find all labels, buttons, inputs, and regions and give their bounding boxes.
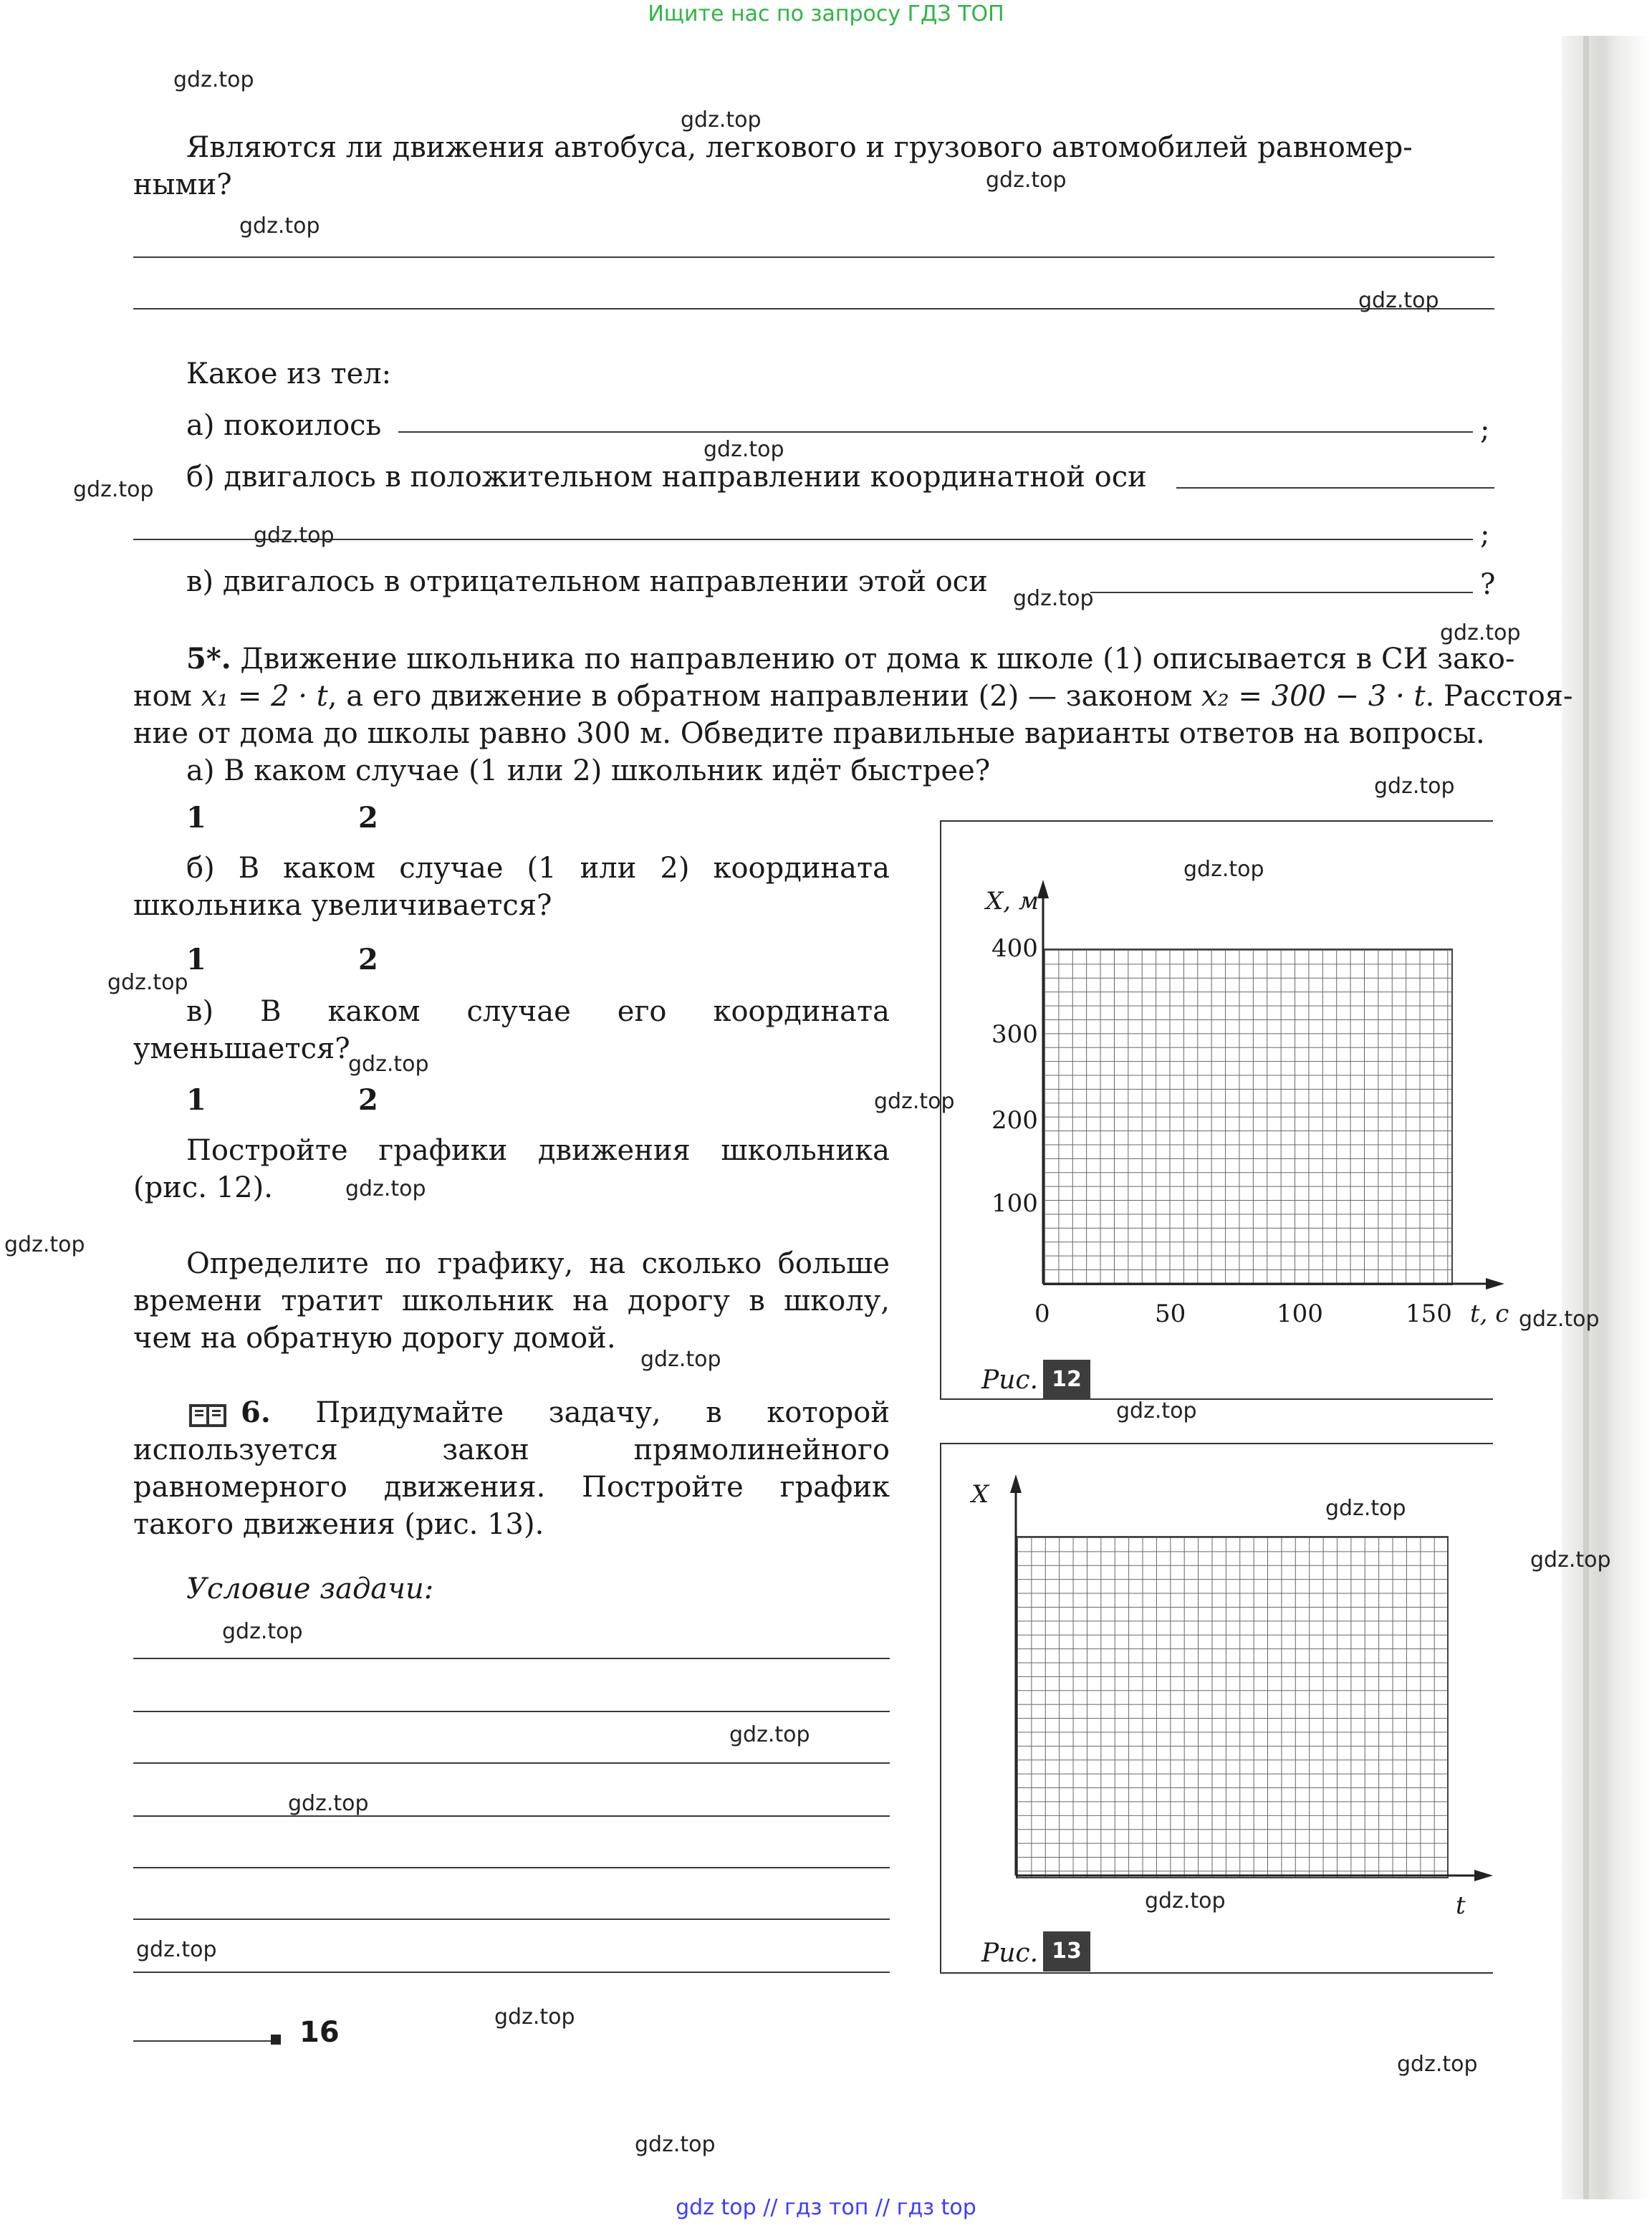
task5-question-c: в) В каком случае его координата уменьшается?: [133, 995, 890, 1065]
task5-law2: x₂ = 300 − 3 · t: [1201, 680, 1426, 713]
figure13-x-label: t: [1456, 1891, 1466, 1920]
page-number: 16: [299, 2016, 340, 2049]
answer-line-b[interactable]: [1176, 487, 1494, 489]
condition-line[interactable]: [133, 1919, 890, 1920]
page-binding-shadow: [1562, 36, 1652, 2199]
task5-law1: x₁ = 2 · t: [201, 680, 328, 713]
semicolon: ;: [1480, 413, 1490, 446]
figure12-y-tick-400: 400: [991, 934, 1038, 963]
choice-b-1[interactable]: 1: [186, 943, 206, 976]
watermark: gdz.top: [1440, 620, 1521, 645]
task5-line2: [133, 678, 1573, 715]
watermark: gdz.top: [345, 1176, 426, 1201]
figure12-x-tick-150: 150: [1406, 1300, 1452, 1328]
watermark: gdz.top: [703, 437, 784, 462]
figure12-y-tick-300: 300: [991, 1020, 1038, 1049]
condition-line[interactable]: [133, 1815, 890, 1817]
answer-line-a[interactable]: [398, 431, 1473, 433]
task6-number: 6.: [241, 1396, 271, 1429]
condition-line[interactable]: [133, 1658, 890, 1659]
condition-line[interactable]: [133, 1972, 890, 1973]
watermark: gdz.top: [1116, 1398, 1197, 1423]
watermark: gdz.top: [635, 2132, 716, 2157]
watermark: gdz.top: [107, 970, 188, 995]
which-bodies-label: Какое из тел:: [186, 357, 392, 390]
watermark: gdz.top: [222, 1619, 303, 1644]
figure12-y-label: X, м: [986, 887, 1039, 916]
task5-question-b: б) В каком случае (1 или 2) координата школьника увеличивается?: [133, 852, 890, 922]
answer-line[interactable]: [133, 256, 1494, 258]
question-mark: ?: [1480, 568, 1496, 601]
watermark: gdz.top: [729, 1722, 810, 1747]
watermark: gdz.top: [173, 67, 254, 92]
item-b-positive: б) двигалось в положительном направлении координатной оси: [186, 461, 1147, 494]
item-a-rest: а) покоилось: [186, 409, 382, 442]
watermark: gdz.top: [288, 1791, 369, 1816]
watermark: gdz.top: [136, 1937, 217, 1962]
watermark: gdz.top: [640, 1347, 721, 1372]
watermark: gdz.top: [1397, 2052, 1478, 2077]
figure12-caption: Рис.: [981, 1365, 1039, 1395]
task6-condition-label: Условие задачи:: [186, 1572, 434, 1605]
watermark: gdz.top: [1183, 857, 1264, 882]
watermark: gdz.top: [4, 1232, 85, 1257]
figure12-axes: [1010, 874, 1512, 1318]
task5-text2b: , а его движение в обратном направлении (2) — законом: [327, 680, 1193, 713]
watermark: gdz.top: [874, 1089, 955, 1114]
choice-a-1[interactable]: 1: [186, 801, 206, 835]
figure12-x-tick-50: 50: [1155, 1300, 1186, 1328]
condition-line[interactable]: [133, 1711, 890, 1712]
figure12-number: 12: [1043, 1360, 1090, 1400]
question-uniform-motion-cont: ными?: [133, 168, 232, 201]
bottom-banner-link[interactable]: gdz top // гдз топ // гдз top: [676, 2195, 976, 2220]
condition-line[interactable]: [133, 1762, 890, 1764]
watermark: gdz.top: [494, 2004, 575, 2030]
watermark: gdz.top: [1519, 1307, 1600, 1332]
condition-line[interactable]: [133, 1867, 890, 1868]
figure12-y-tick-200: 200: [991, 1106, 1038, 1135]
figure13-y-label: X: [971, 1480, 989, 1509]
figure13-number: 13: [1043, 1931, 1090, 1972]
watermark: gdz.top: [681, 107, 762, 133]
choice-c-1[interactable]: 1: [186, 1083, 206, 1117]
page-number-rule: [133, 2040, 277, 2042]
watermark: gdz.top: [254, 523, 335, 548]
item-c-negative: в) двигалось в отрицательном направлении этой оси: [186, 565, 988, 598]
task6-body: Придумайте задачу, в которой используется закон прямолинейного равномерного движения. Постройте график такого движения (рис. 13).: [133, 1396, 890, 1541]
task5-text1: Движение школьника по направлению от дома к школе (1) описывается в СИ зако-: [240, 643, 1515, 676]
task5-number: 5*.: [186, 642, 231, 676]
figure12-x-tick-0: 0: [1034, 1300, 1050, 1328]
watermark: gdz.top: [1013, 586, 1094, 611]
top-banner-link[interactable]: Ищите нас по запросу ГДЗ ТОП: [648, 1, 1004, 27]
semicolon: ;: [1480, 518, 1490, 551]
watermark: gdz.top: [1358, 288, 1439, 313]
answer-line-c[interactable]: [1090, 592, 1473, 593]
watermark: gdz.top: [1145, 1888, 1226, 1914]
figure13-axes: [989, 1461, 1504, 1906]
task5-line3: ние от дома до школы равно 300 м. Обведите правильные варианты ответов на вопросы.: [133, 717, 1485, 750]
question-uniform-motion: Являются ли движения автобуса, легкового и грузового автомобилей равномер-: [186, 131, 1413, 164]
figure12-x-tick-100: 100: [1277, 1300, 1323, 1328]
task5-text2c: . Расстоя-: [1425, 680, 1573, 713]
watermark: gdz.top: [986, 168, 1067, 193]
page-binding-line: [1583, 36, 1589, 2199]
watermark: gdz.top: [348, 1052, 429, 1077]
choice-a-2[interactable]: 2: [358, 801, 378, 835]
task6-text: [133, 1394, 890, 1543]
answer-line[interactable]: [133, 308, 1494, 309]
task5-determine-instruction: Определите по графику, на сколько больше времени тратит школьник на дорогу в школу, чем на обратную дорогу домой.: [133, 1247, 890, 1355]
figure13-caption: Рис.: [981, 1939, 1039, 1968]
watermark: gdz.top: [1530, 1547, 1611, 1572]
task5-question-a: а) В каком случае (1 или 2) школьник идёт быстрее?: [186, 754, 991, 787]
task5-build-instruction: Постройте графики движения школьника (рис. 12).: [133, 1134, 890, 1204]
watermark: gdz.top: [73, 477, 154, 502]
task5-line1: [186, 640, 1515, 678]
figure12-y-tick-100: 100: [991, 1189, 1038, 1218]
watermark: gdz.top: [1325, 1496, 1406, 1521]
watermark: gdz.top: [239, 213, 320, 239]
task5-text2a: ном: [133, 680, 192, 713]
page-number-square: [271, 2035, 281, 2045]
choice-c-2[interactable]: 2: [358, 1083, 378, 1117]
watermark: gdz.top: [1374, 774, 1455, 799]
choice-b-2[interactable]: 2: [358, 943, 378, 976]
figure12-x-label: t, с: [1470, 1300, 1509, 1328]
